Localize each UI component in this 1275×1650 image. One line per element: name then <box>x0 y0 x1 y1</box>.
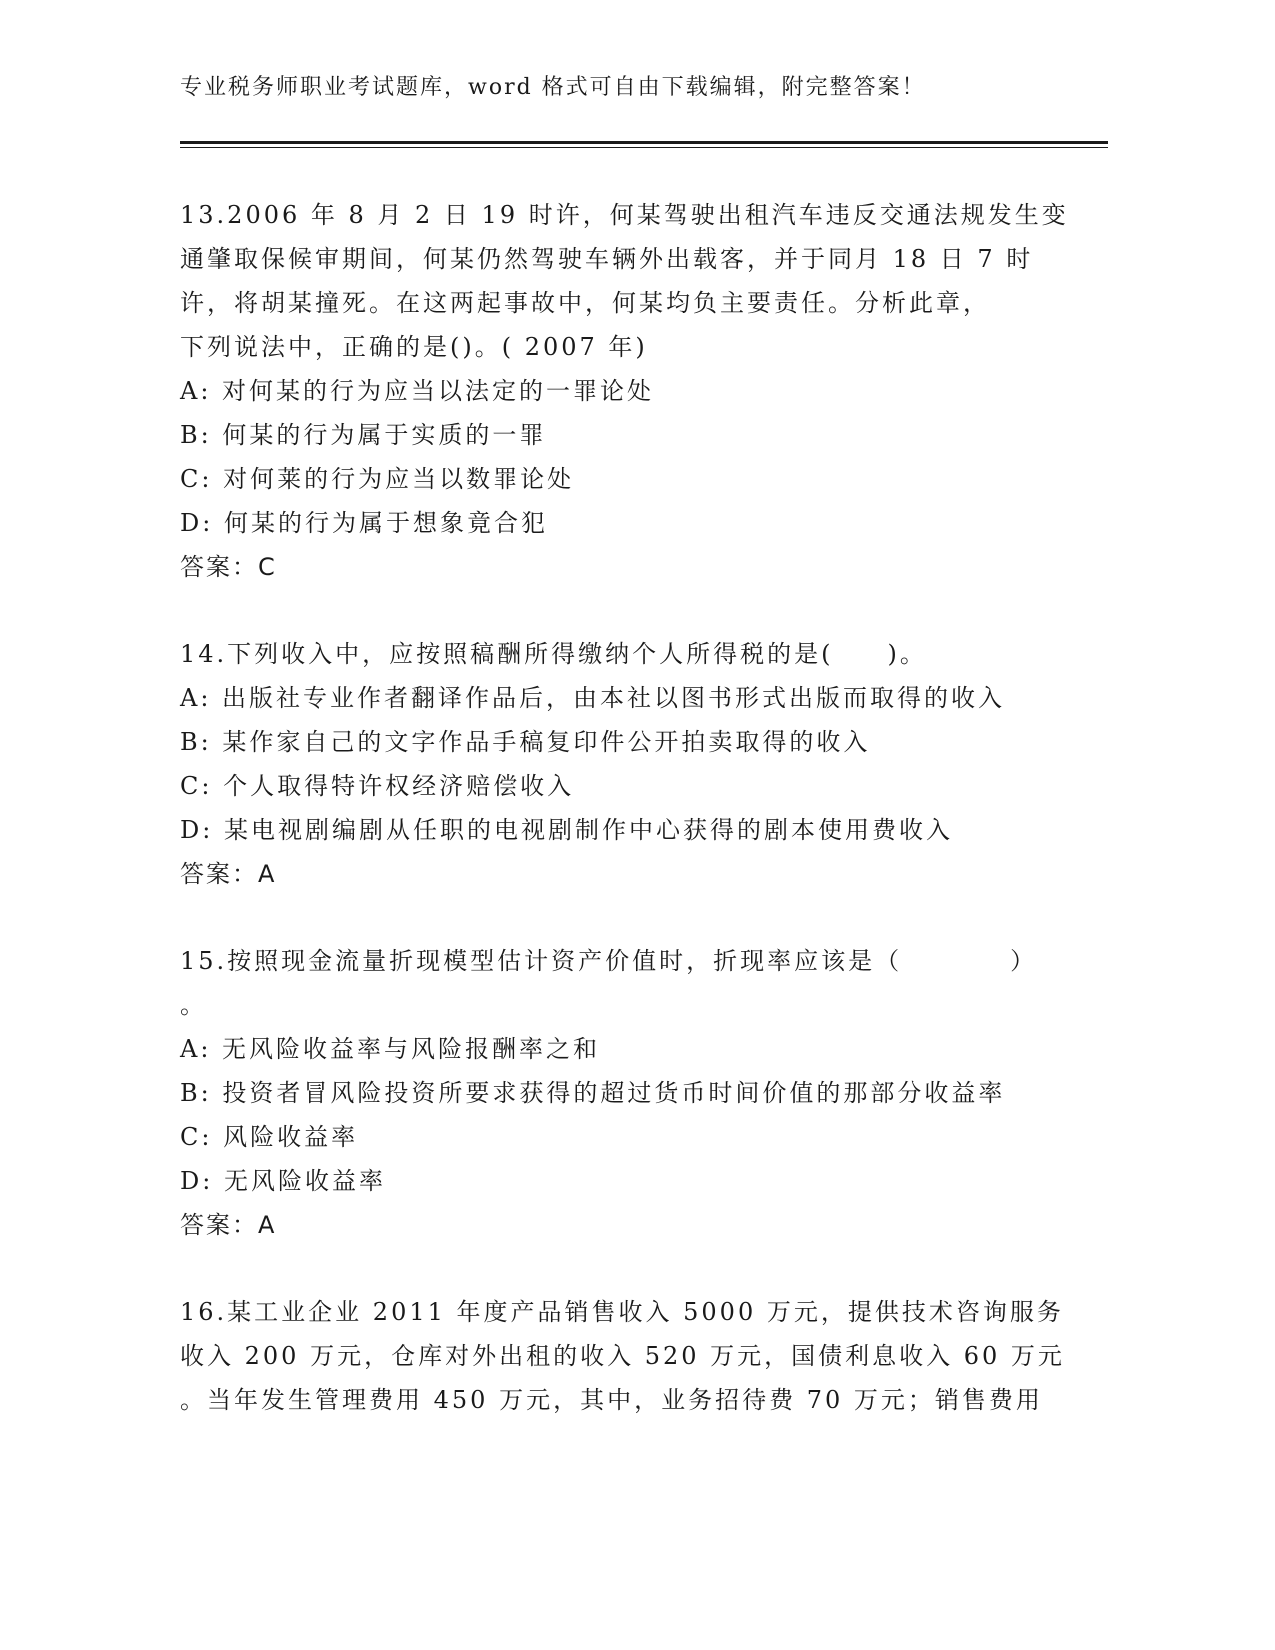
question-text-line: 下列说法中，正确的是()。( 2007 年) <box>180 333 648 361</box>
answer-line: 答案：C <box>180 553 277 581</box>
option-a: A: 出版社专业作者翻译作品后，由本社以图书形式出版而取得的收入 <box>180 684 1006 712</box>
question-13 <box>180 193 1069 589</box>
option-c: C: 对何莱的行为应当以数罪论处 <box>180 465 575 493</box>
option-b: B: 某作家自己的文字作品手稿复印件公开拍卖取得的收入 <box>180 728 871 756</box>
option-a: A: 对何某的行为应当以法定的一罪论处 <box>180 377 655 405</box>
question-text-line: 。当年发生管理费用 450 万元，其中，业务招待费 70 万元；销售费用 <box>180 1386 1043 1414</box>
option-d: D: 无风险收益率 <box>180 1167 386 1195</box>
answer-line: 答案：A <box>180 860 277 888</box>
question-text-line: 15.按照现金流量折现模型估计资产价值时，折现率应该是（ ） <box>180 947 1038 975</box>
option-a: A: 无风险收益率与风险报酬率之和 <box>180 1035 601 1063</box>
question-15 <box>180 939 1040 1247</box>
header-rule-thin <box>180 147 1108 148</box>
question-text-line: 收入 200 万元，仓库对外出租的收入 520 万元，国债利息收入 60 万元 <box>180 1342 1065 1370</box>
question-16 <box>180 1290 1065 1422</box>
option-b: B: 投资者冒风险投资所要求获得的超过货币时间价值的那部分收益率 <box>180 1079 1006 1107</box>
question-text-line: 14.下列收入中，应按照稿酬所得缴纳个人所得税的是( )。 <box>180 640 927 668</box>
option-c: C: 个人取得特许权经济赔偿收入 <box>180 772 575 800</box>
option-d: D: 某电视剧编剧从任职的电视剧制作中心获得的剧本使用费收入 <box>180 816 953 844</box>
question-14 <box>180 632 1040 896</box>
answer-line: 答案：A <box>180 1211 277 1239</box>
question-text-line: 许，将胡某撞死。在这两起事故中，何某均负主要责任。分析此章， <box>180 289 990 317</box>
option-d: D: 何某的行为属于想象竟合犯 <box>180 509 548 537</box>
option-b: B: 何某的行为属于实质的一罪 <box>180 421 547 449</box>
page-header: 专业税务师职业考试题库，word 格式可自由下载编辑，附完整答案！ <box>180 75 926 100</box>
question-text-line: 16.某工业企业 2011 年度产品销售收入 5000 万元，提供技术咨询服务 <box>180 1298 1064 1326</box>
question-text-line: 通肇取保候审期间，何某仍然驾驶车辆外出载客，并于同月 18 日 7 时 <box>180 245 1034 273</box>
question-list <box>180 193 1069 1422</box>
question-text-line: 13.2006 年 8 月 2 日 19 时许，何某驾驶出租汽车违反交通法规发生变 <box>180 201 1069 229</box>
option-c: C: 风险收益率 <box>180 1123 359 1151</box>
question-text-line: 。 <box>180 991 207 1019</box>
header-rule-thick <box>180 141 1108 144</box>
